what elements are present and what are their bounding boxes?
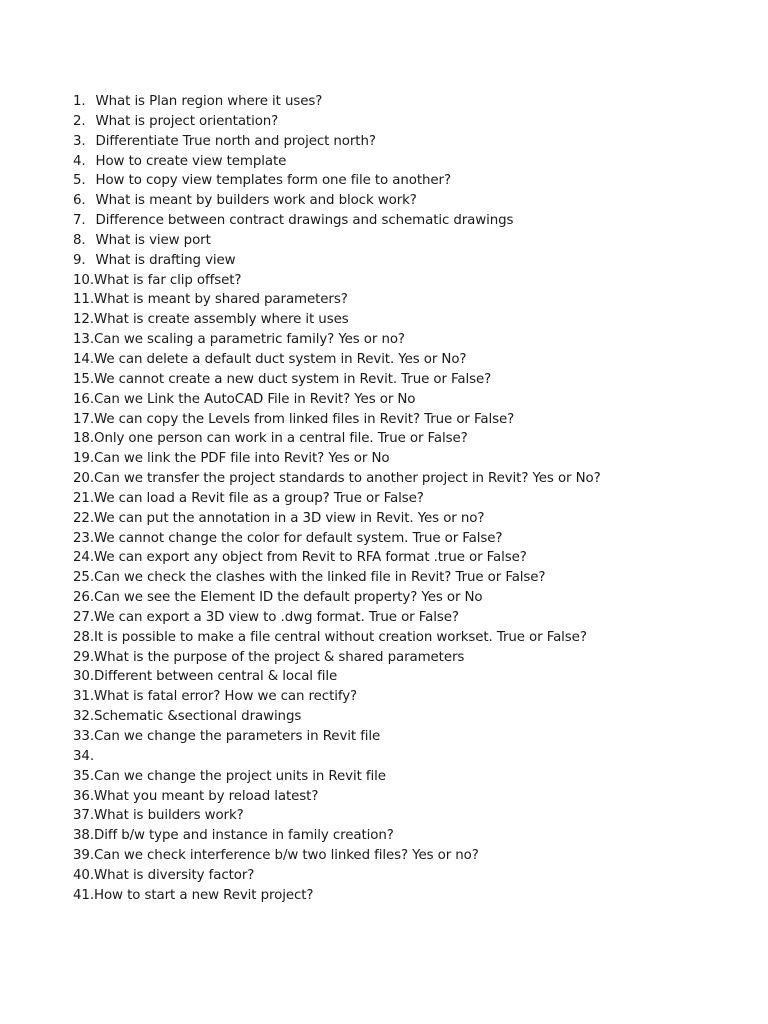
- question-text: What is far clip offset?: [94, 272, 242, 288]
- question-item: [73, 608, 753, 628]
- question-item: [73, 330, 753, 350]
- question-text: What is drafting view: [95, 252, 236, 268]
- question-item: [73, 429, 753, 449]
- question-text: What is view port: [95, 232, 211, 248]
- question-item: [73, 687, 753, 707]
- question-item: [73, 588, 753, 608]
- question-number: 22.: [73, 510, 94, 526]
- question-item: [73, 350, 753, 370]
- question-text: What is meant by builders work and block work?: [95, 193, 417, 209]
- question-item: [73, 509, 753, 529]
- question-number: 18.: [73, 431, 94, 447]
- question-text: Can we check interference b/w two linked files? Yes or no?: [94, 848, 479, 864]
- question-number: 21.: [73, 490, 94, 506]
- question-number: 12.: [73, 312, 94, 328]
- question-item: [73, 231, 753, 251]
- question-number: 25.: [73, 570, 94, 586]
- question-item: [73, 548, 753, 568]
- question-item: [73, 152, 753, 172]
- question-number: 2.: [73, 113, 86, 129]
- question-item: [73, 648, 753, 668]
- question-item: [73, 747, 753, 767]
- question-number: 4.: [73, 153, 86, 169]
- question-text: What you meant by reload latest?: [94, 788, 319, 804]
- question-text: We cannot create a new duct system in Revit. True or False?: [94, 371, 492, 387]
- question-number: 9.: [73, 252, 86, 268]
- question-text: It is possible to make a file central without creation workset. True or False?: [94, 629, 587, 645]
- question-number: 13.: [73, 332, 94, 348]
- question-number: 5.: [73, 173, 86, 189]
- question-text: Different between central & local file: [94, 669, 338, 685]
- question-text: Can we change the project units in Revit file: [94, 768, 386, 784]
- question-text: Can we transfer the project standards to another project in Revit? Yes or No?: [94, 471, 601, 487]
- question-number: 38.: [73, 828, 94, 844]
- question-text: What is fatal error? How we can rectify?: [94, 689, 358, 705]
- question-number: 26.: [73, 590, 94, 606]
- question-item: [73, 806, 753, 826]
- question-text: Schematic &sectional drawings: [94, 709, 302, 725]
- question-number: 37.: [73, 808, 94, 824]
- question-number: 8.: [73, 232, 86, 248]
- question-item: [73, 886, 753, 906]
- question-text: How to start a new Revit project?: [94, 887, 314, 903]
- question-item: [73, 112, 753, 132]
- question-number: 30.: [73, 669, 94, 685]
- question-item: [73, 171, 753, 191]
- question-text: We can export a 3D view to .dwg format. True or False?: [94, 609, 459, 625]
- question-text: Difference between contract drawings and schematic drawings: [95, 213, 514, 229]
- question-text: Diff b/w type and instance in family creation?: [94, 828, 394, 844]
- question-item: [73, 271, 753, 291]
- question-item: [73, 568, 753, 588]
- question-text: Can we change the parameters in Revit file: [94, 729, 381, 744]
- question-number: 7.: [73, 213, 86, 229]
- question-number: 32.: [73, 709, 94, 725]
- question-number: 39.: [73, 848, 94, 864]
- question-number: 28.: [73, 629, 94, 645]
- question-item: [73, 787, 753, 807]
- question-text: What is Plan region where it uses?: [95, 94, 323, 109]
- question-text: We cannot change the color for default system. True or False?: [94, 530, 503, 546]
- question-number: 34.: [73, 748, 94, 764]
- question-number: 16.: [73, 391, 94, 407]
- question-number: 6.: [73, 193, 86, 209]
- question-number: 20.: [73, 471, 94, 487]
- question-text: What is diversity factor?: [94, 867, 255, 883]
- question-number: 33.: [73, 729, 94, 744]
- question-text: Can we check the clashes with the linked file in Revit? True or False?: [94, 570, 546, 586]
- question-item: [73, 370, 753, 390]
- question-text: Differentiate True north and project north?: [95, 133, 376, 149]
- question-item: [73, 310, 753, 330]
- question-text: We can put the annotation in a 3D view in Revit. Yes or no?: [94, 510, 485, 526]
- question-text: Can we scaling a parametric family? Yes or no?: [94, 332, 405, 348]
- question-text: Can we link the PDF file into Revit? Yes or No: [94, 451, 390, 467]
- question-text: Can we see the Element ID the default property? Yes or No: [94, 590, 483, 606]
- question-text: We can export any object from Revit to RFA format .true or False?: [94, 550, 527, 566]
- question-number: 29.: [73, 649, 94, 665]
- question-item: [73, 727, 753, 747]
- question-item: [73, 767, 753, 787]
- question-number: 35.: [73, 768, 94, 784]
- question-item: [73, 390, 753, 410]
- question-item: [73, 92, 753, 112]
- question-number: 17.: [73, 411, 94, 427]
- question-item: [73, 211, 753, 231]
- question-item: [73, 449, 753, 469]
- question-number: 23.: [73, 530, 94, 546]
- question-number: 14.: [73, 351, 94, 367]
- question-number: 19.: [73, 451, 94, 467]
- question-item: [73, 251, 753, 271]
- question-item: [73, 826, 753, 846]
- question-text: How to copy view templates form one file to another?: [95, 173, 451, 189]
- question-list: [73, 92, 753, 906]
- question-text: What is project orientation?: [95, 113, 279, 129]
- question-text: How to create view template: [95, 153, 287, 169]
- question-number: 27.: [73, 609, 94, 625]
- question-item: [73, 191, 753, 211]
- question-item: [73, 667, 753, 687]
- question-item: [73, 866, 753, 886]
- question-item: [73, 529, 753, 549]
- question-number: 31.: [73, 689, 94, 705]
- question-number: 10.: [73, 272, 94, 288]
- question-text: What is meant by shared parameters?: [94, 292, 348, 308]
- question-item: [73, 132, 753, 152]
- question-text: We can copy the Levels from linked files in Revit? True or False?: [94, 411, 515, 427]
- question-text: What is builders work?: [94, 808, 244, 824]
- question-number: 24.: [73, 550, 94, 566]
- question-text: What is the purpose of the project & shared parameters: [94, 649, 465, 665]
- question-number: 1.: [73, 94, 86, 109]
- question-number: 40.: [73, 867, 94, 883]
- question-number: 36.: [73, 788, 94, 804]
- question-item: [73, 707, 753, 727]
- question-item: [73, 846, 753, 866]
- question-number: 11.: [73, 292, 94, 308]
- question-text: Can we Link the AutoCAD File in Revit? Yes or No: [94, 391, 416, 407]
- question-item: [73, 489, 753, 509]
- question-item: [73, 410, 753, 430]
- question-item: [73, 628, 753, 648]
- question-text: Only one person can work in a central file. True or False?: [94, 431, 468, 447]
- question-item: [73, 290, 753, 310]
- question-number: 15.: [73, 371, 94, 387]
- question-number: 3.: [73, 133, 86, 149]
- question-item: [73, 469, 753, 489]
- question-text: We can load a Revit file as a group? True or False?: [94, 490, 424, 506]
- question-number: 41.: [73, 887, 94, 903]
- question-text: What is create assembly where it uses: [94, 312, 349, 328]
- question-text: We can delete a default duct system in Revit. Yes or No?: [94, 351, 467, 367]
